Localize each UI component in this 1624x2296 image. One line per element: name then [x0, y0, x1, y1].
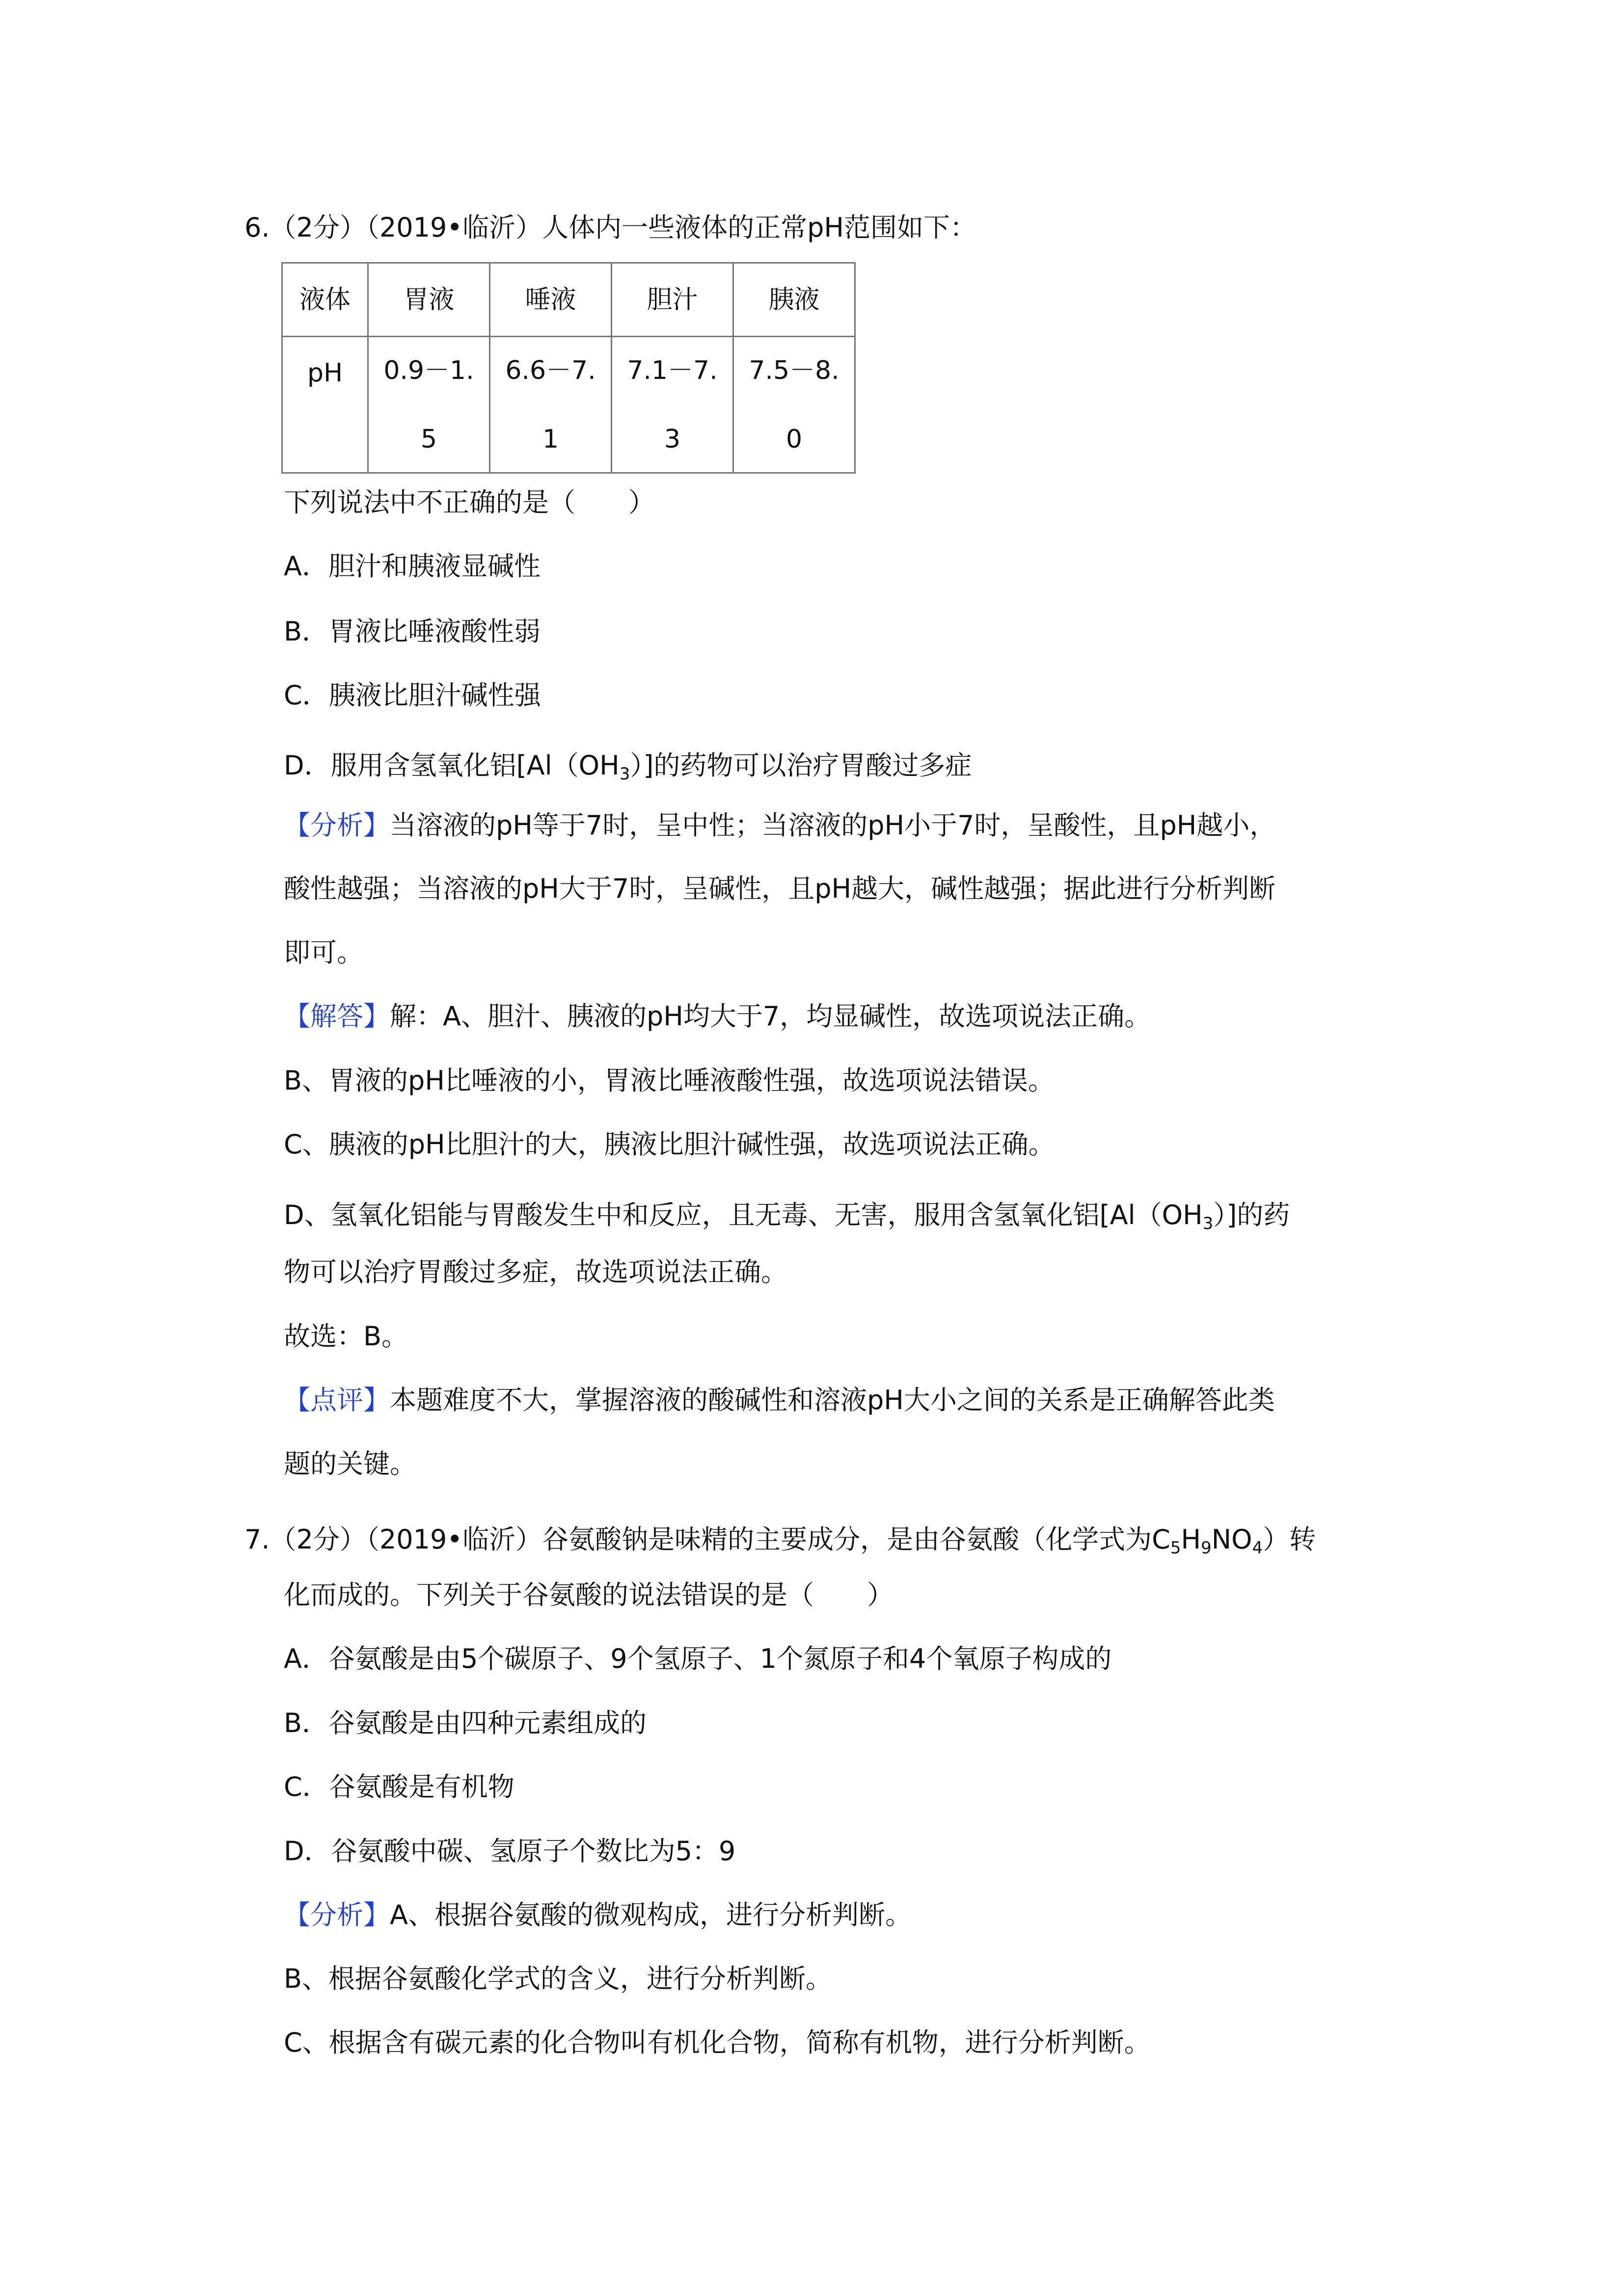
- answer-text: 解：A、胆汁、胰液的pH均大于7，均显碱性，故选项说法正确。: [390, 1001, 1151, 1032]
- q7-stem-post: ）转: [1263, 1524, 1316, 1555]
- table-header-row: [282, 263, 855, 337]
- q6-analysis-line1: [284, 812, 1276, 839]
- cell-line1: 6.6－7.: [505, 355, 596, 385]
- cell-line1: 7.1－7.: [627, 355, 718, 385]
- analysis-text: 当溶液的pH等于7时，呈中性；当溶液的pH小于7时，呈酸性，且pH越小，: [390, 810, 1276, 841]
- q6-option-d-post: ）]的药物可以治疗胃酸过多症: [630, 750, 972, 781]
- q6-choice: 故选：B。: [284, 1321, 408, 1352]
- q6-option-d: [284, 750, 972, 784]
- q6-answer-d-line1: [284, 1200, 1290, 1233]
- analysis-text: A、根据谷氨酸的微观构成，进行分析判断。: [390, 1899, 912, 1930]
- cell-line2: 1: [542, 424, 559, 454]
- q7-analysis-c: C、根据含有碳元素的化合物叫有机化合物，简称有机物，进行分析判断。: [284, 2027, 1151, 2058]
- q7-stem-line2: 化而成的。下列关于谷氨酸的说法错误的是（ ）: [284, 1579, 893, 1610]
- q7-option-a: A．谷氨酸是由5个碳原子、9个氢原子、1个氮原子和4个氧原子构成的: [284, 1643, 1112, 1674]
- cell-line1: 0.9－1.: [383, 355, 474, 385]
- comment-tag: 【点评】: [284, 1385, 390, 1415]
- table-row-label: [282, 337, 368, 473]
- cell-line1: 7.5－8.: [749, 355, 839, 385]
- q6-comment-line1: [284, 1387, 1275, 1414]
- table-row: [282, 337, 855, 473]
- q6-answer-b: B、胃液的pH比唾液的小，胃液比唾液酸性强，故选项说法错误。: [284, 1065, 1055, 1096]
- answer-d-post: ）]的药: [1213, 1200, 1290, 1230]
- q6-option-b: B．胃液比唾液酸性弱: [284, 616, 541, 647]
- q6-answer-d-line2: 物可以治疗胃酸过多症，故选项说法正确。: [284, 1256, 787, 1287]
- cell-line2: 3: [664, 424, 681, 454]
- q6-analysis-line2: 酸性越强；当溶液的pH大于7时，呈碱性，且pH越大，碱性越强；据此进行分析判断: [284, 873, 1276, 904]
- answer-d-sub: 3: [1202, 1214, 1214, 1233]
- ph-table: [281, 262, 856, 474]
- q7-option-c: C．谷氨酸是有机物: [284, 1771, 514, 1802]
- q7-stem-no: NO: [1211, 1524, 1252, 1555]
- cell-line2: 0: [785, 424, 803, 454]
- q7-stem-pre: 7.（2分）（2019•临沂）谷氨酸钠是味精的主要成分，是由谷氨酸（化学式为C: [244, 1524, 1170, 1555]
- comment-text: 本题难度不大，掌握溶液的酸碱性和溶液pH大小之间的关系是正确解答此类: [390, 1385, 1275, 1415]
- q7-option-d: D．谷氨酸中碳、氢原子个数比为5：9: [284, 1836, 736, 1867]
- q6-option-d-sub: 3: [619, 764, 630, 784]
- q6-option-a: A．胆汁和胰液显碱性: [284, 551, 541, 582]
- q6-option-c: C．胰液比胆汁碱性强: [284, 680, 541, 711]
- answer-tag: 【解答】: [284, 1001, 390, 1032]
- q7-stem-line1: [244, 1524, 1316, 1558]
- q6-question: 下列说法中不正确的是（ ）: [284, 487, 655, 518]
- q6-option-d-pre: D．服用含氢氧化铝[Al（OH: [284, 750, 620, 781]
- q7-stem-sub: 9: [1201, 1538, 1212, 1558]
- table-header-cell: 唾液: [490, 263, 612, 337]
- q7-analysis-b: B、根据谷氨酸化学式的含义，进行分析判断。: [284, 1963, 833, 1994]
- table-cell: [612, 337, 733, 473]
- q6-answer-c: C、胰液的pH比胆汁的大，胰液比胆汁碱性强，故选项说法正确。: [284, 1129, 1055, 1160]
- analysis-tag: 【分析】: [284, 1899, 390, 1930]
- q7-stem-sub: 4: [1252, 1538, 1263, 1558]
- cell-line2: 5: [420, 424, 437, 454]
- q6-analysis-line3: 即可。: [284, 937, 363, 968]
- q7-option-b: B．谷氨酸是由四种元素组成的: [284, 1708, 647, 1738]
- q6-comment-line2: 题的关键。: [284, 1448, 416, 1479]
- table-cell: [733, 337, 855, 473]
- table-header-cell: 胆汁: [612, 263, 733, 337]
- analysis-tag: 【分析】: [284, 810, 390, 841]
- ph-label: pH: [307, 358, 343, 388]
- answer-d-pre: D、氢氧化铝能与胃酸发生中和反应，且无毒、无害，服用含氢氧化铝[Al（OH: [284, 1200, 1203, 1230]
- table-cell: [490, 337, 612, 473]
- q7-stem-h: H: [1181, 1524, 1201, 1555]
- q7-analysis-line1: [284, 1899, 912, 1930]
- q7-stem-sub: 5: [1170, 1538, 1181, 1558]
- table-cell: [368, 337, 490, 473]
- table-header-cell: 液体: [282, 263, 368, 337]
- q6-answer-line1: [284, 1003, 1151, 1030]
- table-header-cell: 胃液: [368, 263, 490, 337]
- q6-stem: 6.（2分）（2019•临沂）人体内一些液体的正常pH范围如下：: [244, 212, 977, 243]
- table-header-cell: 胰液: [733, 263, 855, 337]
